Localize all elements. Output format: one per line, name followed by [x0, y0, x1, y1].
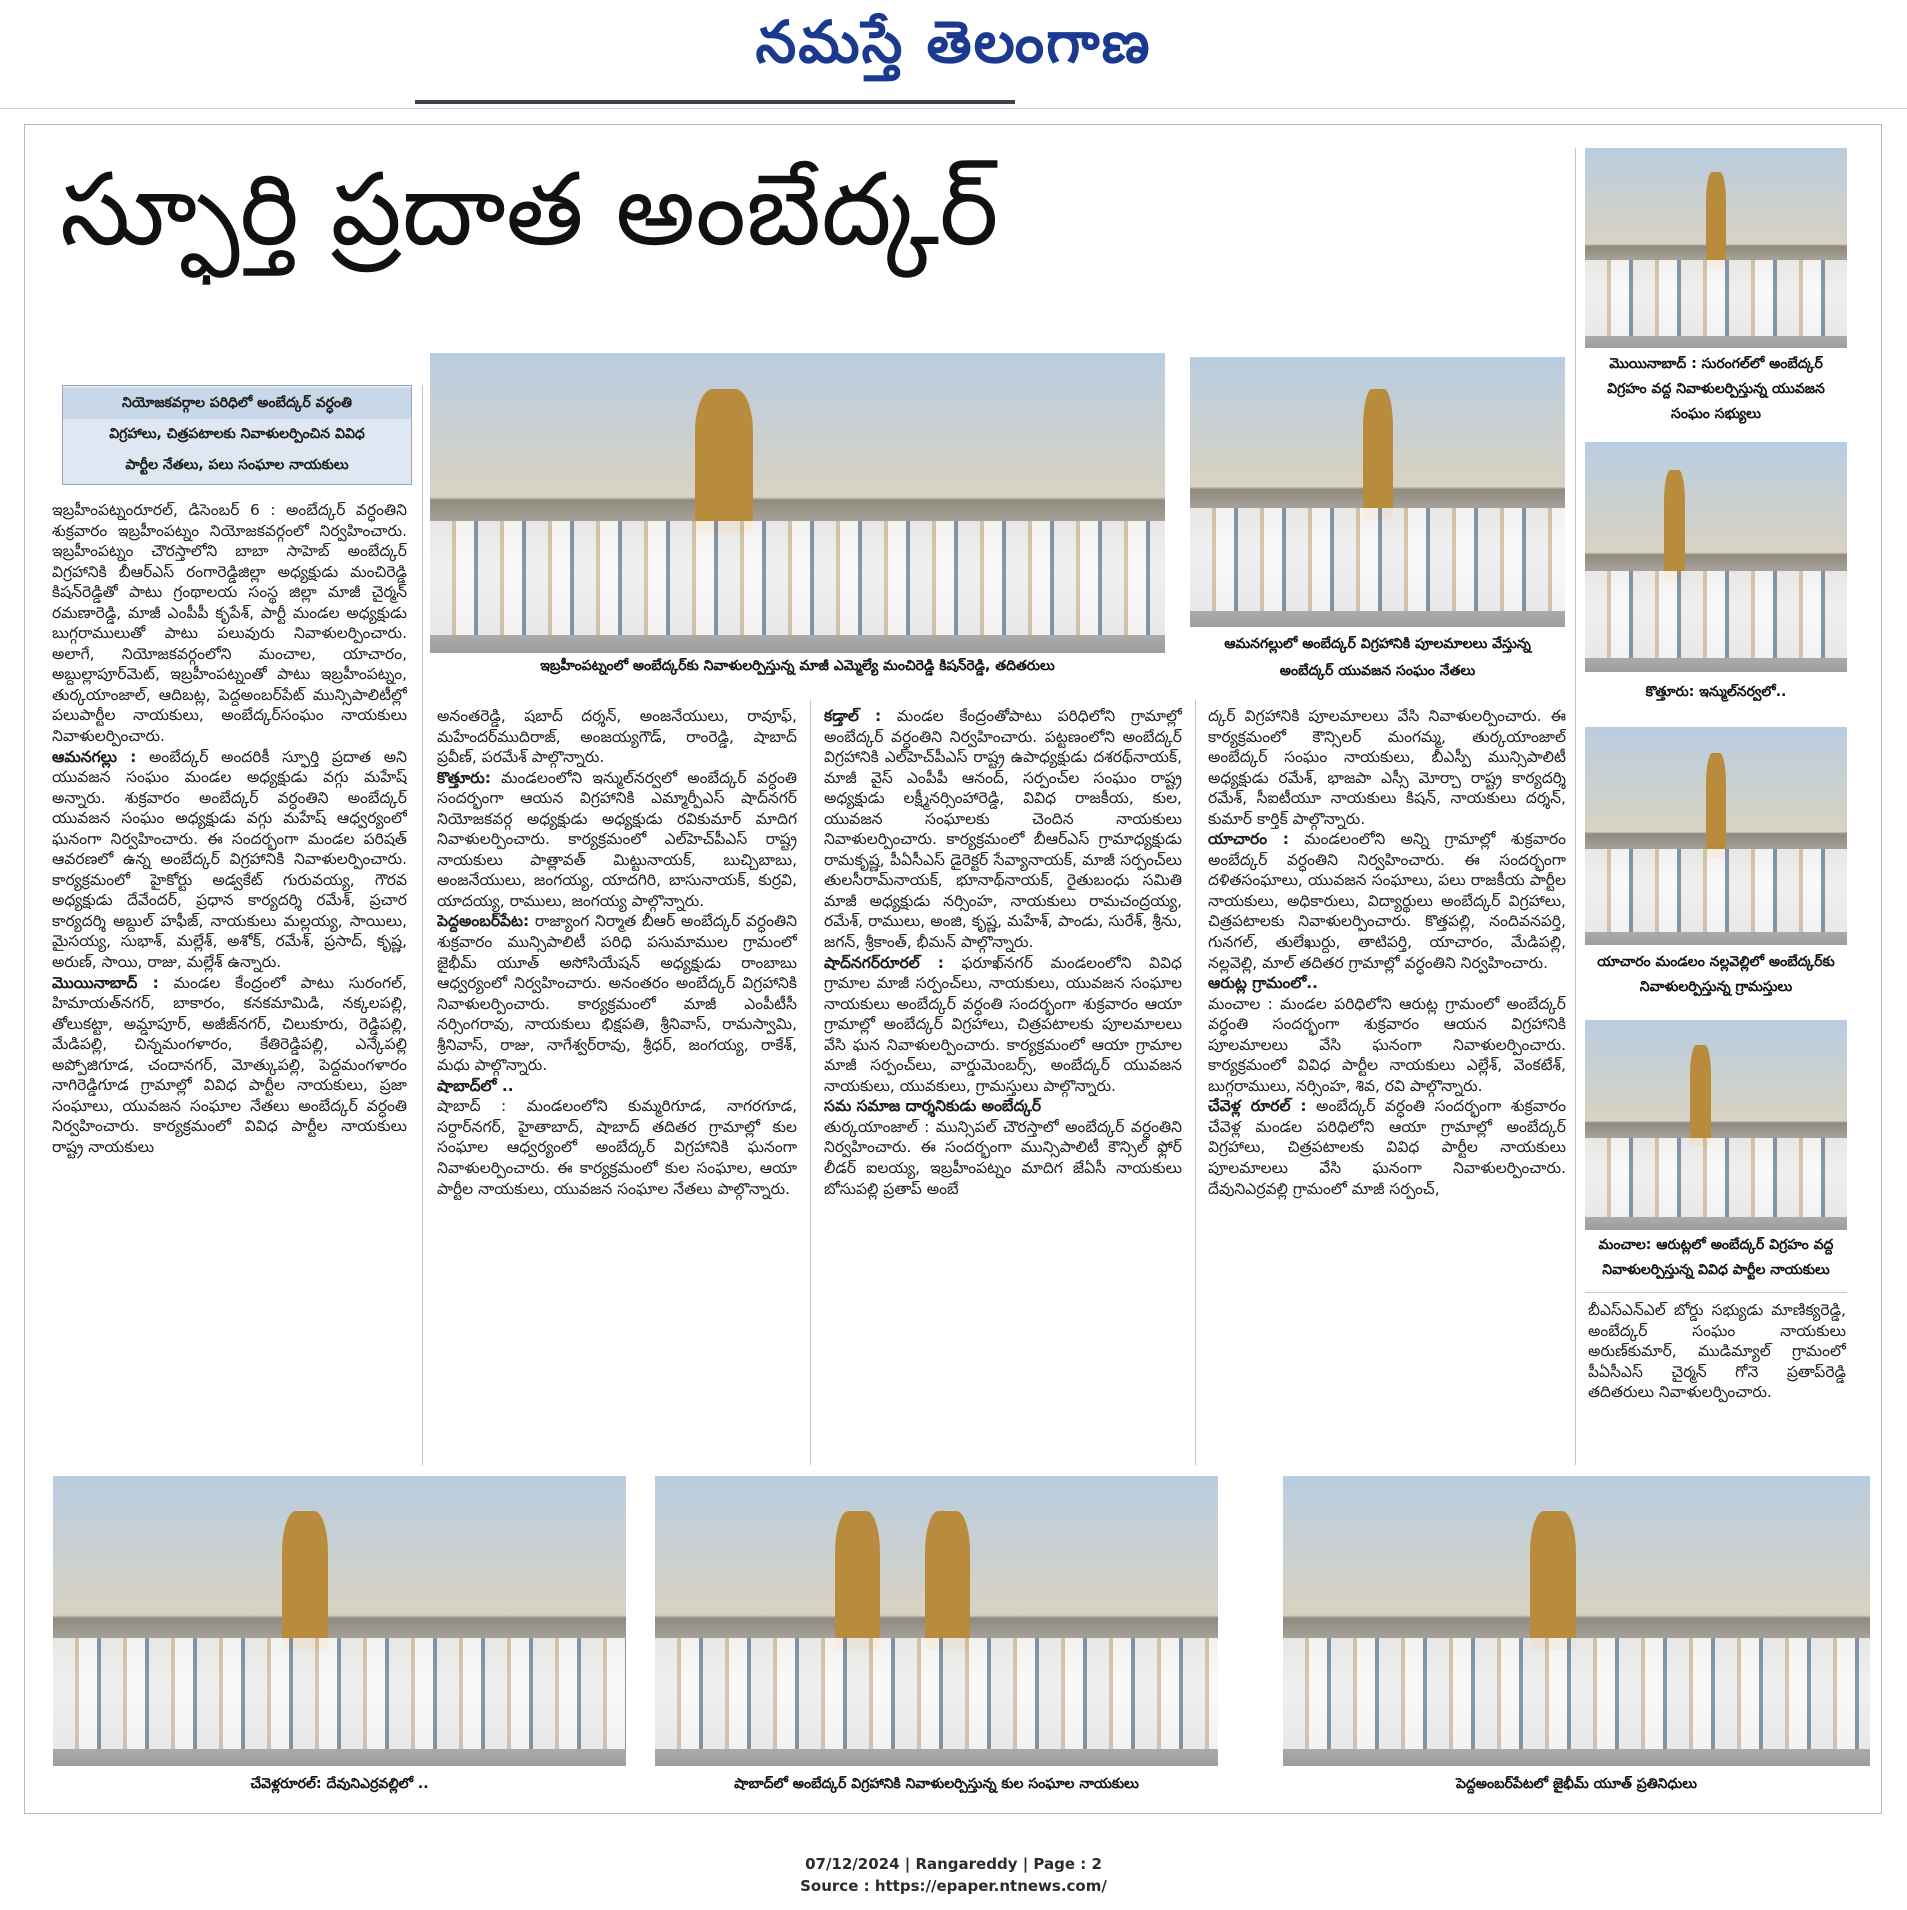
deck-line-2: విగ్రహాలు, చిత్రపటాలకు నివాళులర్పించిన వివిధ: [109, 426, 365, 442]
paragraph-text: బీఎస్ఎన్ఎల్ బోర్డు సభ్యుడు మాణిక్యరెడ్డి, అంబేద్కర్ సంఘం నాయకులు అరుణ్‌కుమార్, ముడిమ్యాల్ గ్రామంలో పీఏసీఎస్ చైర్మన్ గోనె ప్రతాప్‌రెడ్డి తదితరులు నివాళులర్పించారు.: [1588, 1301, 1846, 1402]
paragraph-text: మండల కేంద్రంతోపాటు పరిధిలోని గ్రామాల్లో అంబేద్కర్ వర్ధంతిని నిర్వహించారు. పట్టణంలోని అంబేద్కర్ విగ్రహానికి ఎల్‌హెచ్‌పీఎస్ రాష్ట్ర ఉపాధ్యక్షుడు దశరథ్‌నాయక్, మాజీ వైస్ ఎంపీపీ ఆనంద్, సర్పంచ్‌ల సంఘం రాష్ట్ర అధ్యక్షుడు లక్ష్మీనర్సింహారెడ్డి, వివిధ రాజకీయ, కుల, యువజన సంఘాలకు చెందిన నాయకులు నివాళులర్పించారు. కార్యక్రమంలో బీఆర్ఎస్ గ్రామాధ్యక్షుడు రామకృష్ణ, పీఏసీఎస్ డైరెక్టర్ సేవ్యానాయక్, మాజీ సర్పంచ్‌లు తులసీరామ్‌నాయక్, భూనాథ్‌నాయక్, రైతుబంధు సమితి మాజీ అధ్యక్షుడు నర్సింహ, నాయకులు రామచంద్రయ్య, రమేశ్, రాములు, అంజి, కృష్ణ, మహేశ్, పాండు, సురేశ్, శ్రీను, జగన్, శ్రీకాంత్, భీమన్ పాల్గొన్నారు.: [824, 707, 1182, 952]
paragraph-lead: కొత్తూరు:: [437, 768, 491, 787]
photo-manchal: [1585, 1020, 1847, 1230]
masthead-title: నమస్తే తెలంగాణ: [755, 8, 1152, 76]
paragraph-text: అనంతరెడ్డి, షబాద్ దర్శన్, అంజనేయులు, రావూఫ్, మహేందర్‌ముదిరాజ్, అంజయ్యగౌడ్, రాంరెడ్డి, షాబాద్ ప్రవీణ్, పరమేశ్ పాల్గొన్నారు.: [437, 707, 797, 767]
paragraph-text: ద్కర్ విగ్రహానికి పూలమాలలు వేసి నివాళులర్పించారు. ఈ కార్యక్రమంలో కౌన్సిలర్ మంగమ్మ, తుర్కయాంజాల్ అంబేద్కర్ సంఘం నాయకులు, బీఎస్పీ మున్సిపాలిటీ అధ్యక్షుడు రమేశ్, భాజపా ఎస్సీ మోర్చా రాష్ట్ర కార్యదర్శి రమేశ్, సీఐటీయూ నాయకులు కిషన్, నాయకులు దర్శన్, కుమార్ కార్తిక్ పాల్గొన్నారు.: [1208, 707, 1566, 828]
photo-shabad: [655, 1476, 1218, 1766]
subheading: సమ సమాజ దార్శనికుడు అంబేద్కర్: [824, 1097, 1042, 1116]
paragraph: [52, 747, 407, 973]
masthead-rule: [415, 100, 1015, 104]
paragraph: [437, 911, 797, 1075]
paragraph-lead: కడ్తాల్ :: [824, 707, 882, 725]
article-column-5: [1588, 1300, 1846, 1460]
page-rule: [0, 108, 1907, 109]
article-headline: స్ఫూర్తి ప్రదాత అంబేద్కర్: [60, 151, 999, 268]
paragraph-text: తుర్కయాంజాల్ : మున్సిపల్ చౌరస్తాలో అంబేద్కర్ వర్ధంతిని నిర్వహించారు. ఈ సందర్భంగా మున్సిపాలిటీ కౌన్సిల్ ఫ్లోర్ లీడర్ ఐలయ్య, ఇబ్రహీంపట్నం మాదిగ జేఏసీ నాయకులు బోసుపల్లి ప్రతాప్ అంబే: [824, 1117, 1182, 1198]
paragraph: [1588, 1300, 1846, 1403]
caption-manchal-line-1: మంచాల: ఆరుట్లలో అంబేద్కర్ విగ్రహం వద్ద: [1598, 1237, 1834, 1253]
paragraph: [52, 500, 407, 747]
column-rule: [1575, 148, 1576, 1465]
caption-moinabad-line-3: సంఘం సభ్యులు: [1671, 406, 1761, 422]
photo-amanagal: [1190, 357, 1565, 627]
column-rule: [1195, 700, 1196, 1465]
caption-amanagal-line-1: ఆమనగల్లులో అంబేద్కర్ విగ్రహానికి పూలమాలలు వేస్తున్న: [1224, 636, 1531, 652]
article-deck: [62, 385, 412, 485]
footer-date-edition: 07/12/2024 | Rangareddy | Page : 2: [805, 1855, 1102, 1873]
caption-yacharam-line-1: యాచారం మండలం నల్లవెల్లిలో అంబేద్కర్‌కు: [1597, 954, 1835, 970]
paragraph: [437, 706, 797, 768]
deck-line-1: నియోజకవర్గాల పరిధిలో అంబేద్కర్ వర్ధంతి: [63, 388, 411, 419]
paragraph-lead: యాచారం :: [1208, 830, 1289, 849]
article-column-1: [52, 500, 407, 1462]
caption-peddaamberpet: పెద్దఅంబర్‌పేటలో జైభీమ్ యూత్ ప్రతినిధులు: [1455, 1776, 1698, 1792]
paragraph-text: ఫరూఖ్‌నగర్ మండలంలోని వివిధ గ్రామాల మాజీ సర్పంచ్‌లు, నాయకులు, యువజన సంఘాల నాయకులు అంబేద్కర్ వర్ధంతి సందర్భంగా శుక్రవారం ఆయా గ్రామాల్లో అంబేద్కర్ విగ్రహాలు, చిత్రపటాలకు పూలమాలలు వేసి ఘన నివాళులర్పించారు. కార్యక్రమంలో ఆయా గ్రామాల మాజీ సర్పంచ్‌లు, వార్డుమెంబర్స్, అంబేద్కర్ యువజన నాయకులు, యువకులు, గ్రామస్తులు పాల్గొన్నారు.: [824, 953, 1182, 1095]
paragraph: [824, 1117, 1182, 1199]
photo-moinabad: [1585, 148, 1847, 348]
paragraph: [437, 768, 797, 912]
article-column-2: [437, 706, 797, 1462]
paragraph: [437, 1096, 797, 1199]
footer-source-link[interactable]: Source : https://epaper.ntnews.com/: [800, 1877, 1107, 1895]
paragraph: [52, 973, 407, 1158]
paragraph-text: రాజ్యాంగ నిర్మాత బీఆర్ అంబేద్కర్ వర్ధంతిని శుక్రవారం మున్సిపాలిటీ పరిధి పసుమాముల గ్రామంలో జైభీమ్ యూత్ అసోసియేషన్ అధ్యక్షుడు రాంబాబు ఆధ్వర్యంలో నిర్వహించారు. అనంతరం అంబేద్కర్ విగ్రహానికి నివాళులర్పించారు. కార్యక్రమంలో మాజీ ఎంపీటీసీ నర్సింగరావు, నాయకులు భిక్షపతి, శ్రీనివాస్, రామస్వామి, శ్రీనివాస్, రాజు, నాగేశ్వర్‌రావు, శ్రీధర్, జంగయ్య, రాకేశ్, మధు పాల్గొన్నారు.: [437, 912, 797, 1075]
paragraph-lead: ఆమనగల్లు :: [52, 747, 137, 766]
caption-ibrahimpatnam: ఇబ్రహీంపట్నంలో అంబేద్కర్‌కు నివాళులర్పిస్తున్న మాజీ ఎమ్మెల్యే మంచిరెడ్డి కిషన్‌రెడ్డి, తదితరులు: [540, 658, 1055, 674]
paragraph-lead: షాద్‌నగర్‌రూరల్ :: [824, 953, 944, 972]
masthead: [0, 0, 1907, 110]
caption-yacharam-line-2: నివాళులర్పిస్తున్న గ్రామస్తులు: [1639, 979, 1793, 995]
paragraph-text: మండలంలోని ఇన్ముల్‌నర్వలో అంబేద్కర్ వర్ధంతి సందర్భంగా ఆయన విగ్రహానికి ఎమ్మార్పీఎస్ షాద్‌నగర్ నియోజకవర్గ అధ్యక్షుడు అధ్యక్షుడు రవికుమార్ మాదిగ నివాళులర్పించారు. కార్యక్రమంలో ఎల్‌హెచ్‌పీఎస్ రాష్ట్ర నాయకులు పాత్లావత్ మిట్టునాయక్, బుచ్చిబాబు, అంజనేయులు, జంగయ్య, యాదగిరి, బాసునాయక్, కుర్రవి, యాదయ్య, రాములు, జంగయ్య పాల్గొన్నారు.: [437, 768, 797, 910]
paragraph-text: మంచాల : మండల పరిధిలోని ఆరుట్ల గ్రామంలో అంబేద్కర్ వర్ధంతి సందర్భంగా శుక్రవారం ఆయన విగ్రహానికి పూలమాలలు వేసి ఘనంగా నివాళులర్పించారు. కార్యక్రమంలో వివిధ పార్టీల నాయకులు ఎల్లేశ్, వెంకటేశ్, బుగ్గరాములు, నర్సింహ, శివ, రవి పాల్గొన్నారు.: [1208, 994, 1566, 1095]
paragraph-lead: మొయినాబాద్ :: [52, 973, 159, 992]
photo-peddaamberpet: [1283, 1476, 1870, 1766]
paragraph: [1208, 706, 1566, 829]
column-rule: [422, 385, 423, 1465]
paragraph-lead: చేవెళ్ల రూరల్ :: [1208, 1097, 1307, 1116]
photo-kothur: [1585, 442, 1847, 672]
paragraph: [1208, 994, 1566, 1097]
caption-kothur: కొత్తూరు: ఇన్ముల్‌నర్వలో..: [1645, 684, 1787, 700]
paragraph-text: మండలంలోని అన్ని గ్రామాల్లో శుక్రవారం అంబేద్కర్ వర్ధంతిని నిర్వహించారు. ఈ సందర్భంగా దళితసంఘాలు, యువజన సంఘాలు, పలు రాజకీయ పార్టీల నాయకులు, అధికారులు, విద్యార్థులు అంబేద్కర్ విగ్రహాలు, చిత్రపటాలకు నివాళులర్పించారు. కొత్తపల్లి, నందివనపర్తి, గునగల్, తులేఖుర్దు, తాటిపర్తి, యాచారం, మేడిపల్లి, నల్లవెల్లి, మాల్ తదితర గ్రామాల్లో వర్ధంతిని నిర్వహించారు.: [1208, 830, 1566, 972]
deck-line-3: పార్టీల నేతలు, పలు సంఘాల నాయకులు: [125, 457, 349, 473]
paragraph-text: ఇబ్రహీంపట్నంరూరల్, డిసెంబర్ 6 : అంబేద్కర్ వర్ధంతిని శుక్రవారం ఇబ్రహీంపట్నం నియోజకవర్గంలో నిర్వహించారు. ఇబ్రహీంపట్నం చౌరస్తాలోని బాబా సాహెబ్ అంబేద్కర్ విగ్రహానికి బీఆర్ఎస్ రంగారెడ్డిజిల్లా అధ్యక్షుడు మంచిరెడ్డి కిషన్‌రెడ్డితో పాటు గ్రంథాలయ సంస్థ జిల్లా మాజీ చైర్మన్ రమణారెడ్డి, మాజీ ఎంపీపీ కృపేశ్, పార్టీ మండల అధ్యక్షుడు బుగ్గరాములుతో పాటు పలువురు నివాళులర్పించారు. అలాగే, నియోజకవర్గంలోని మంచాల, యాచారం, అబ్దుల్లాపూర్‌మెట్, ఇబ్రహీంపట్నంతో పాటు ఇబ్రహీంపట్నం, తుర్కయాంజాల్, ఆదిబట్ల, పెద్దఅంబర్‌పేట్ మున్సిపాలిటీల్లో పలుపార్టీల నాయకులు, అంబేద్కర్‌సంఘం నాయకులు నివాళులర్పించారు.: [52, 501, 407, 746]
paragraph: [1208, 829, 1566, 973]
caption-manchal-line-2: నివాళులర్పిస్తున్న వివిధ పార్టీల నాయకులు: [1602, 1262, 1830, 1278]
paragraph: [824, 706, 1182, 953]
caption-chevella: చేవెళ్లరూరల్: దేవునిఎర్రవల్లిలో ..: [250, 1776, 429, 1792]
page-footer: [0, 1853, 1907, 1897]
caption-moinabad-line-1: మొయినాబాద్ : సురంగల్‌లో అంబేద్కర్: [1609, 356, 1823, 372]
caption-rule: [1585, 1292, 1847, 1293]
paragraph: [1208, 1096, 1566, 1199]
paragraph-text: మండల కేంద్రంలో పాటు సురంగల్, హిమాయత్‌నగర్, బాకారం, కనకమామిడి, నక్కలపల్లి, తోలుకట్టా, అమ్డాపూర్, అజీజ్‌నగర్, చిలుకూరు, రెడ్డిపల్లి, మేడిపల్లి, చిన్నమంగళారం, కేతిరెడ్డిపల్లి, ఎన్కేపల్లి అప్పోజిగూడ, చందానగర్, మోత్కుపల్లి, పెద్దమంగళారం నాగిరెడ్డిగూడ గ్రామాల్లో వివిధ పార్టీల నాయకులు, ప్రజా సంఘాలు, యువజన సంఘాల నేతలు అంబేద్కర్ వర్ధంతి నిర్వహించారు. కార్యక్రమంలో వివిధ పార్టీల నాయకులు రాష్ట్ర నాయకులు: [52, 973, 407, 1156]
paragraph-text: అంబేద్కర్ వర్ధంతి సందర్భంగా శుక్రవారం చేవెళ్ల మండల పరిధిలోని ఆయా గ్రామాల్లో అంబేద్కర్ విగ్రహాలు, చిత్రపటాలకు వివిధ పార్టీల నాయకులు పూలమాలలు వేసి ఘనంగా నివాళులర్పించారు. దేవునిఎర్రవల్లి గ్రామంలో మాజీ సర్పంచ్,: [1208, 1097, 1566, 1198]
caption-amanagal-line-2: అంబేద్కర్ యువజన సంఘం నేతలు: [1279, 663, 1476, 679]
caption-moinabad-line-2: విగ్రహం వద్ద నివాళులర్పిస్తున్న యువజన: [1607, 381, 1825, 397]
article-column-4: [1208, 706, 1566, 1462]
subheading: షాబాద్‌లో ..: [437, 1076, 514, 1095]
paragraph-lead: పెద్దఅంబర్‌పేట:: [437, 912, 530, 931]
article-column-3: [824, 706, 1182, 1462]
caption-shabad: షాబాద్‌లో అంబేద్కర్ విగ్రహానికి నివాళులర్పిస్తున్న కుల సంఘాల నాయకులు: [734, 1776, 1139, 1792]
subheading: ఆరుట్ల గ్రామంలో..: [1208, 974, 1319, 993]
paragraph-text: షాబాద్ : మండలంలోని కుమ్మరిగూడ, నాగరగూడ, సర్దార్‌నగర్, హైతాబాద్, షాబాద్ తదితర గ్రామాల్లో కుల సంఘాల ఆధ్వర్యంలో అంబేద్కర్ విగ్రహానికి ఘనంగా నివాళులర్పించారు. ఈ కార్యక్రమంలో కుల సంఘాల, ఆయా పార్టీల నాయకులు, యువజన సంఘాల నేతలు పాల్గొన్నారు.: [437, 1097, 797, 1198]
photo-ibrahimpatnam: [430, 353, 1165, 653]
photo-yacharam: [1585, 727, 1847, 945]
column-rule: [810, 700, 811, 1465]
paragraph-text: అంబేద్కర్ అందరికీ స్ఫూర్తి ప్రదాత అని యువజన సంఘం మండల అధ్యక్షుడు వగ్గు మహేష్ అన్నారు. శుక్రవారం అంబేద్కర్ వర్ధంతిని అంబేద్కర్ యువజన సంఘం అధ్యక్షుడు వగ్గు మహేష్ ఆధ్వర్యంలో ఘనంగా నిర్వహించారు. ఈ సందర్భంగా మండల పరిషత్ ఆవరణలో ఉన్న అంబేద్కర్ విగ్రహానికి నివాళులర్పించారు. కార్యక్రమంలో హైకోర్టు అడ్వకేట్ గురువయ్య, గౌరవ అధ్యక్షుడు దేవేందర్, ప్రధాన కార్యదర్శి రమేశ్, ప్రచార కార్యదర్శి అబ్దుల్ హఫీజ్, నాయకులు మల్లయ్య, సాయిలు, మైసయ్య, సుభాశ్, మల్లేశ్, అశోక్, రమేశ్, ప్రసాద్, కృష్ణ, అరుణ్, సాయి, రాజు, మల్లేశ్ ఉన్నారు.: [52, 747, 407, 972]
paragraph: [824, 953, 1182, 1097]
photo-chevella: [53, 1476, 626, 1766]
